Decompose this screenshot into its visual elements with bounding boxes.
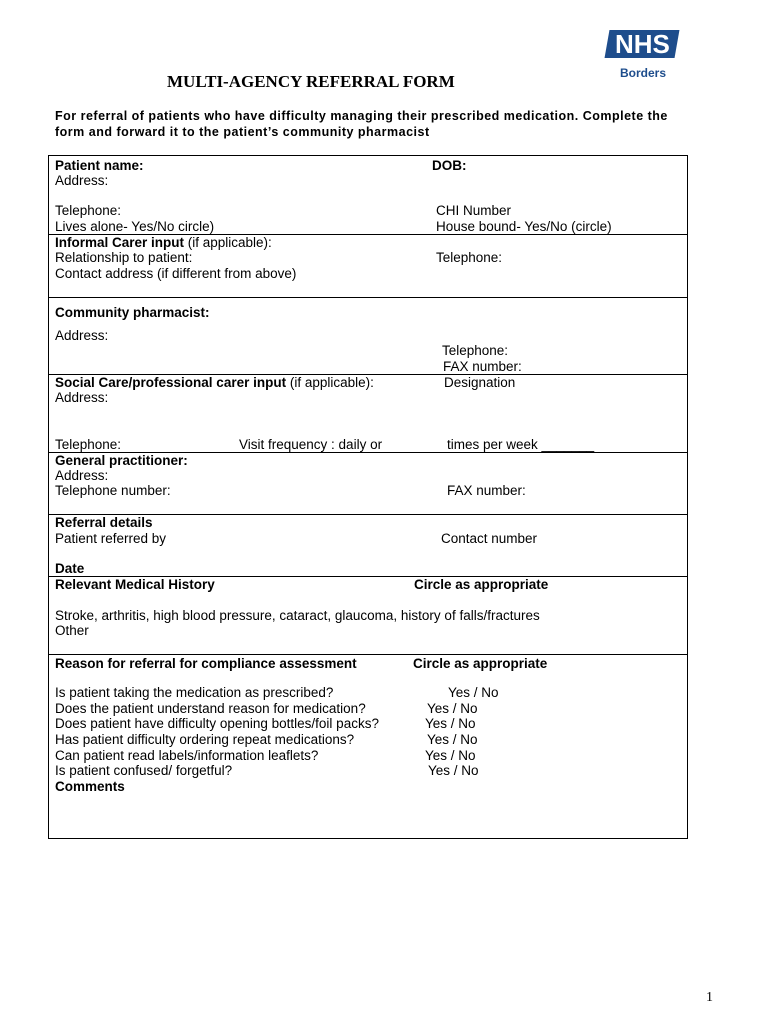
chi-number-label: CHI Number	[436, 203, 512, 218]
gp-fax-label: FAX number:	[447, 483, 526, 498]
social-care-telephone-label: Telephone:	[55, 437, 122, 452]
patient-telephone-label: Telephone:	[55, 203, 122, 218]
nhs-borders-logo	[603, 30, 681, 82]
compliance-answer[interactable]: Yes / No	[428, 763, 479, 778]
visit-frequency-label: Visit frequency : daily or	[239, 437, 383, 452]
carer-telephone-label: Telephone:	[436, 250, 503, 265]
gp-heading: General practitioner:	[55, 453, 188, 468]
compliance-circle-label: Circle as appropriate	[413, 656, 548, 671]
divider	[48, 654, 688, 655]
compliance-answer[interactable]: Yes / No	[427, 732, 478, 747]
social-care-address-label: Address:	[55, 390, 109, 405]
social-care-heading-suffix: (if applicable):	[286, 375, 374, 390]
pharmacist-address-label: Address:	[55, 328, 109, 343]
intro-line-1: For referral of patients who have difficulty managing their prescribed medication. Complete the	[55, 109, 668, 123]
divider	[48, 297, 688, 298]
pharmacist-designation-label: Designation	[444, 375, 516, 390]
compliance-question: Can patient read labels/information leaflets?	[55, 748, 319, 763]
intro-line-2: form and forward it to the patient’s community pharmacist	[55, 125, 430, 139]
carer-heading-bold: Informal Carer input	[55, 235, 185, 250]
compliance-question: Does the patient understand reason for medication?	[55, 701, 366, 716]
social-care-heading	[55, 375, 374, 391]
medical-history-heading: Relevant Medical History	[55, 577, 215, 592]
carer-contact-address-label: Contact address (if different from above)	[55, 266, 297, 281]
nhs-logo-mark	[605, 30, 680, 58]
house-bound-label: House bound- Yes/No (circle)	[436, 219, 612, 234]
page-number: 1	[706, 990, 713, 1005]
pharmacist-fax-label: FAX number:	[443, 359, 522, 374]
carer-relationship-label: Relationship to patient:	[55, 250, 193, 265]
times-per-week-label: times per week _______	[447, 437, 595, 452]
patient-address-label: Address:	[55, 173, 109, 188]
pharmacist-telephone-label: Telephone:	[442, 343, 509, 358]
gp-telephone-label: Telephone number:	[55, 483, 171, 498]
lives-alone-label: Lives alone- Yes/No circle)	[55, 219, 215, 234]
compliance-answer[interactable]: Yes / No	[425, 716, 476, 731]
medical-conditions-list: Stroke, arthritis, high blood pressure, cataract, glaucoma, history of falls/fractures	[55, 608, 540, 623]
compliance-question: Is patient confused/ forgetful?	[55, 763, 233, 778]
carer-heading	[55, 235, 272, 251]
compliance-heading: Reason for referral for compliance assessment	[55, 656, 357, 671]
referred-by-label: Patient referred by	[55, 531, 167, 546]
patient-name-label: Patient name:	[55, 158, 144, 173]
pharmacist-heading: Community pharmacist:	[55, 305, 210, 320]
logo-region-text: Borders	[619, 66, 666, 80]
compliance-question: Does patient have difficulty opening bottles/foil packs?	[55, 716, 379, 731]
compliance-question: Is patient taking the medication as prescribed?	[55, 685, 334, 700]
dob-label: DOB:	[432, 158, 467, 173]
date-label: Date	[55, 561, 85, 576]
medical-history-circle-label: Circle as appropriate	[414, 577, 549, 592]
social-care-heading-bold: Social Care/professional carer input	[55, 375, 287, 390]
compliance-answer[interactable]: Yes / No	[425, 748, 476, 763]
carer-heading-suffix: (if applicable):	[184, 235, 272, 250]
form-title: MULTI-AGENCY REFERRAL FORM	[167, 72, 455, 91]
comments-label: Comments	[55, 779, 125, 794]
nhs-logo-text: NHS	[614, 29, 670, 59]
compliance-answer[interactable]: Yes / No	[448, 685, 499, 700]
medical-other-label: Other	[55, 623, 89, 638]
gp-address-label: Address:	[55, 468, 109, 483]
referral-heading: Referral details	[55, 515, 153, 530]
compliance-answer[interactable]: Yes / No	[427, 701, 478, 716]
contact-number-label: Contact number	[441, 531, 538, 546]
compliance-question: Has patient difficulty ordering repeat medications?	[55, 732, 355, 747]
